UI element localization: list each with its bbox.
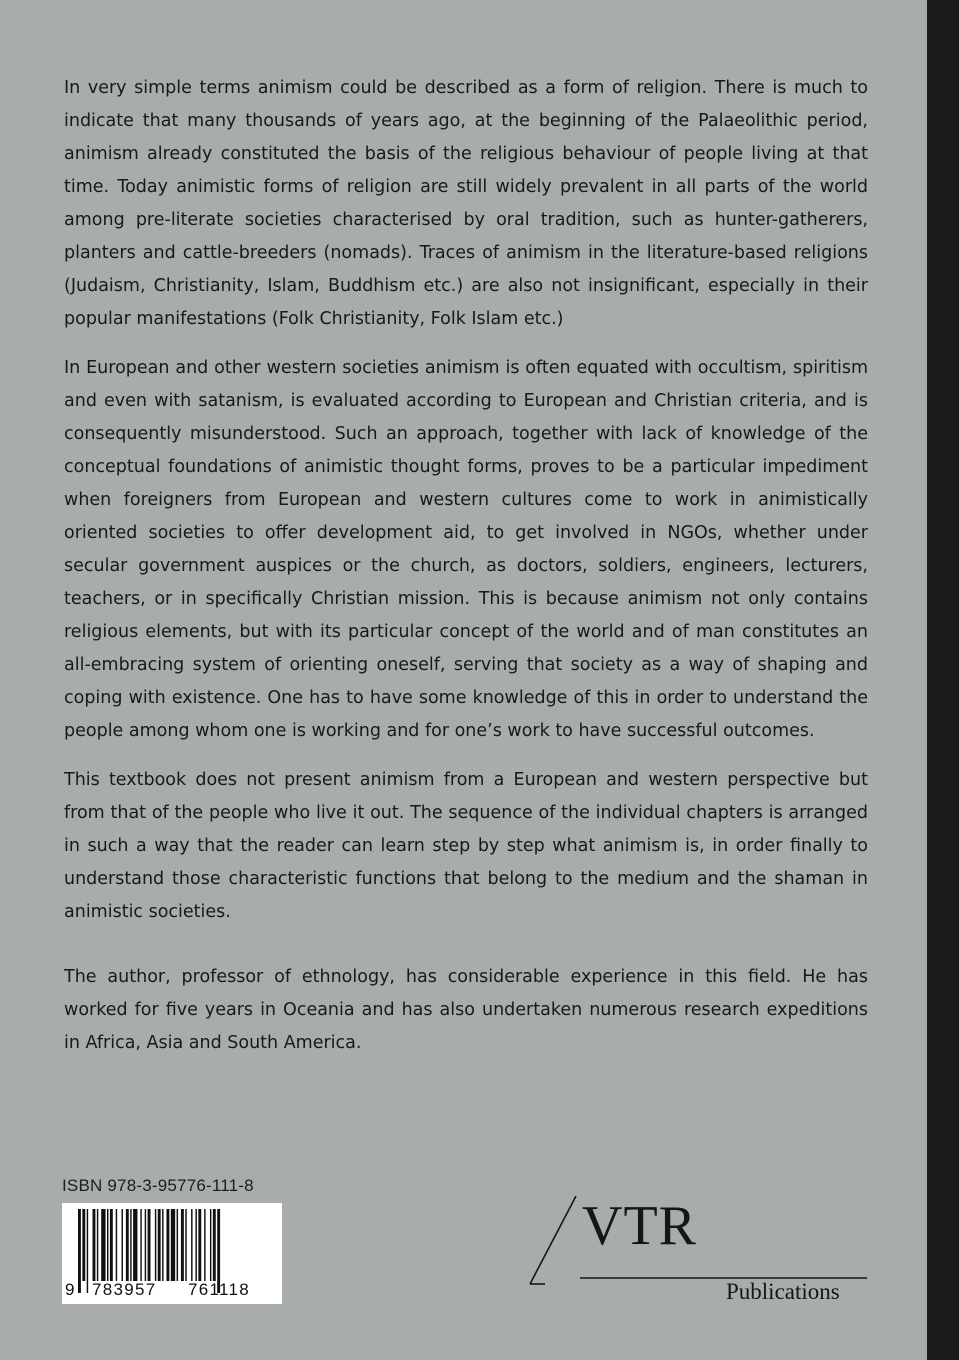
logo-publications-text: Publications	[726, 1279, 840, 1304]
author-paragraph: The author, professor of ethnology, has considerable experience in this field. He has worked for five years in Oceania and has also undertaken numerous research expeditions in Africa, Asia and South America.	[64, 967, 868, 1053]
blurb-paragraph-3: This textbook does not present animism from a European and western perspective but from that of the people who live it out. The sequence of the individual chapters is arranged in such a way that the reader can learn step by step what animism is, in order finally to understand those characteristic functions that belong to the medium and the shaman in animistic societies.	[64, 770, 868, 922]
isbn-label: ISBN 978-3-95776-111-8	[62, 1176, 254, 1195]
barcode-bar	[210, 1209, 211, 1281]
barcode-digit-first: 9	[65, 1280, 75, 1299]
barcode-bar	[155, 1209, 156, 1281]
barcode-bar	[162, 1209, 163, 1281]
barcode-bar	[195, 1209, 196, 1281]
barcode-bar	[133, 1209, 137, 1281]
barcode-bar	[82, 1209, 85, 1281]
barcode-bar	[110, 1209, 113, 1281]
blurb-paragraph-2: In European and other western societies animism is often equated with occultism, spiritism and even with satanism, is evaluated according to European and Christian criteria, and is consequently misunderstood. Such an approach, together with lack of knowledge of the conceptual foundations of animistic thought forms, proves to be a particular impediment when foreigners from European and western cultures come to work in animistically oriented societies to offer development aid, to get involved in NGOs, whether under secular government auspices or the church, as doctors, soldiers, engineers, lecturers, teachers, or in specifically Christian mission. This is because animism not only contains religious elements, but with its particular concept of the world and of man constitutes an all-embracing system of orienting oneself, serving that society as a way of shaping and coping with existence. One has to have some knowledge of this in order to understand the people among whom one is working and for one’s work to have successful outcomes.	[64, 358, 868, 741]
logo-slash-line	[530, 1196, 576, 1284]
barcode-bar	[185, 1209, 186, 1281]
barcode-bar	[107, 1209, 108, 1281]
barcode-bar	[181, 1209, 184, 1281]
barcode	[62, 1203, 282, 1304]
barcode-bar	[191, 1209, 192, 1281]
barcode-bar	[93, 1209, 96, 1281]
barcode-bar	[130, 1209, 131, 1281]
barcode-bar	[171, 1209, 175, 1281]
barcode-digits	[62, 1280, 282, 1302]
barcode-bar	[198, 1209, 201, 1281]
barcode-bar	[122, 1209, 123, 1281]
barcode-digits-left: 783957	[92, 1280, 157, 1299]
barcode-bar	[101, 1209, 105, 1281]
barcode-bar	[166, 1209, 169, 1281]
barcode-bar	[140, 1209, 141, 1281]
barcode-bar	[126, 1209, 129, 1281]
barcode-bar	[177, 1209, 178, 1281]
barcode-bar	[145, 1209, 146, 1281]
barcode-bar	[148, 1209, 151, 1281]
blurb-paragraph-1: In very simple terms animism could be described as a form of religion. There is much to indicate that many thousands of years ago, at the beginning of the Palaeolithic period, animism already constituted the basis of the religious behaviour of people living at that time. Today animistic forms of religion are still widely prevalent in all parts of the world among pre-literate societies characterised by oral tradition, such as hunter-gatherers, planters and cattle-breeders (nomads). Traces of animism in the literature-based religions (Judaism, Christianity, Islam, Buddhism etc.) are also not insignificant, especially in their popular manifestations (Folk Christianity, Folk Islam etc.)	[64, 78, 868, 329]
barcode-digits-right: 761118	[188, 1280, 251, 1299]
blurb-text	[64, 72, 868, 1060]
barcode-bar	[97, 1209, 98, 1281]
publisher-logo	[526, 1196, 871, 1310]
barcode-bar	[158, 1209, 161, 1281]
barcode-bar	[204, 1209, 205, 1281]
logo-vtr-text: VTR	[582, 1195, 697, 1257]
spine-edge	[927, 0, 959, 1360]
barcode-bar	[116, 1209, 117, 1281]
barcode-bar	[213, 1209, 216, 1281]
